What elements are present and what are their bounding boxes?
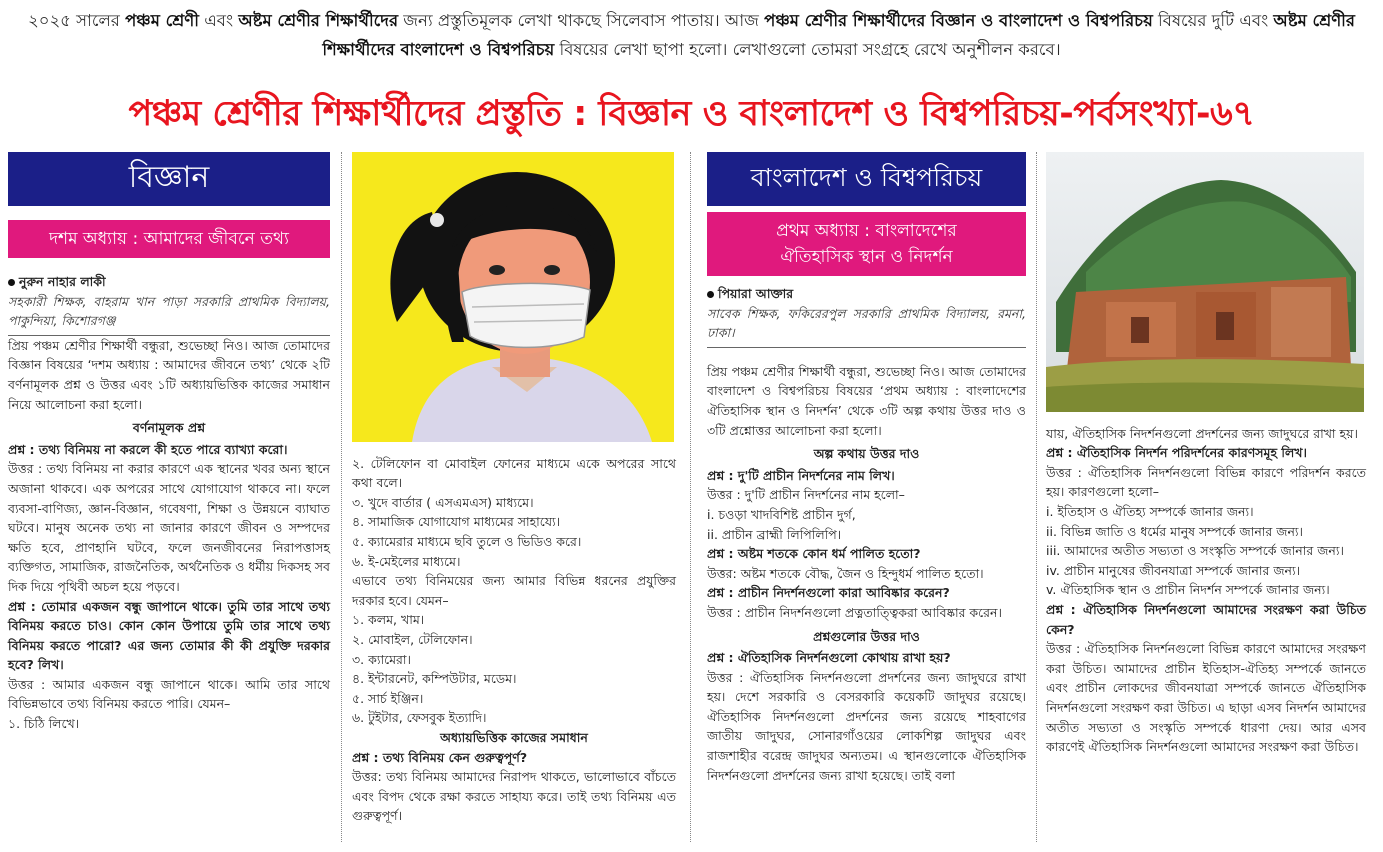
answer-list-item: ii. প্রাচীন ব্রাহ্মী লিপিলিপি।: [707, 526, 842, 542]
section-heading: প্রশ্নগুলোর উত্তর দাও: [813, 628, 920, 644]
bgs-author: [707, 284, 1026, 304]
answer-list-item: v. ঐতিহাসিক স্থান ও প্রাচীন নিদর্শন সম্পর্কে জানার জন্য।: [1046, 582, 1330, 598]
answer-list-item: ii. বিভিন্ন জাতি ও ধর্মের মানুষ সম্পর্কে জানার জন্য।: [1046, 523, 1304, 539]
bullet-icon: [707, 291, 714, 298]
science-author: [8, 272, 330, 292]
bgs-subject-banner: বাংলাদেশ ও বিশ্বপরিচয়: [707, 152, 1026, 206]
question: প্রশ্ন : তথ্য বিনিময় না করলে কী হতে পারে ব্যাখ্যা করো।: [8, 441, 288, 457]
bgs-chapter-banner: [707, 212, 1026, 276]
answer: উত্তর : ঐতিহাসিক নিদর্শনগুলো বিভিন্ন কারণে পরিদর্শন করতে হয়। কারণগুলো হলো–: [1046, 464, 1366, 500]
answer-list-item: i. চওড়া খাদবিশিষ্ট প্রাচীন দুর্গ,: [707, 506, 856, 522]
page-headline: পঞ্চম শ্রেণীর শিক্ষার্থীদের প্রস্তুতি : বিজ্ঞান ও বাংলাদেশ ও বিশ্বপরিচয়-পর্বসংখ্যা-৬৭: [128, 94, 1255, 134]
bgs-intro: প্রিয় পঞ্চম শ্রেণীর শিক্ষার্থী বন্ধুরা, শুভেচ্ছা নিও। আজ তোমাদের বাংলাদেশ ও বিশ্বপরিচয় বিষয়ের ‘প্রথম অধ্যায় : বাংলাদেশের ঐতিহাসিক স্থান ও নিদর্শন’ থেকে ৩টি অল্প কথায় উত্তর দাও ও ৩টি প্রশ্নোত্তর আলোচনা করা হলো।: [707, 363, 1026, 438]
list-item: ৬. ই-মেইলের মাধ্যমে।: [352, 553, 461, 569]
science-section-heading: বর্ণনামূলক প্রশ্ন: [132, 420, 206, 436]
answer-list-item: ১. চিঠি লিখে।: [8, 716, 80, 732]
intro-paragraph: [14, 6, 1369, 64]
list-item: ২. মোবাইল, টেলিফোন।: [352, 631, 473, 647]
intro-text: ২০২৫ সালের: [28, 11, 126, 30]
bgs-author-designation: সাবেক শিক্ষক, ফকিরেরপুল সরকারি প্রাথমিক বিদ্যালয়, রমনা, ঢাকা।: [707, 304, 1026, 348]
list-item: ৩. ক্যামেরা।: [352, 651, 412, 667]
section-heading: অল্প কথায় উত্তর দাও: [813, 446, 920, 462]
answer: উত্তর : ঐতিহাসিক নিদর্শনগুলো বিভিন্ন কারণে আমাদের সংরক্ষণ করা উচিত। আমাদের প্রাচীন ইতিহাস-ঐতিহ্য সম্পর্কে জানতে এবং প্রাচীন লোকদের জীবনযাত্রা সম্পর্কে জানতে ঐতিহাসিক নিদর্শনগুলো সংরক্ষণ করা উচিত। এ ছাড়া এসব নিদর্শন আমাদের অতীত সভ্যতা ও সংস্কৃতি সম্পর্কে ধারণা দেয়। আর এসব কারণেই ঐতিহাসিক নিদর্শনগুলো আমাদের সংরক্ষণ করা উচিত।: [1046, 641, 1366, 755]
girl-with-mask-illustration: [352, 152, 674, 442]
science-column: [8, 152, 330, 734]
list-item: ৪. ইন্টারনেট, কম্পিউটার, মডেম।: [352, 671, 517, 687]
list-item: ৪. সামাজিক যোগাযোগ মাধ্যমের সাহায্যে।: [352, 514, 561, 530]
question: প্রশ্ন : ঐতিহাসিক নিদর্শনগুলো কোথায় রাখা হয়?: [707, 650, 951, 666]
bgs-continued-column: [1046, 152, 1366, 757]
question: প্রশ্ন : অষ্টম শতকে কোন ধর্ম পালিত হতো?: [707, 546, 921, 562]
answer: উত্তর: অষ্টম শতকে বৌদ্ধ, জৈন ও হিন্দুধর্ম পালিত হতো।: [707, 565, 984, 581]
bgs-column: [707, 152, 1026, 785]
column-divider: [1036, 152, 1037, 842]
intro-text: বিষয়ের দুটি এবং: [1152, 11, 1274, 30]
list-item: ৬. টুইটার, ফেসবুক ইত্যাদি।: [352, 710, 487, 726]
list-item: ২. টেলিফোন বা মোবাইল ফোনের মাধ্যমে একে অপরের সাথে কথা বলে।: [352, 455, 676, 491]
answer: উত্তর : ঐতিহাসিক নিদর্শনগুলো প্রদর্শনের জন্য জাদুঘরে রাখা হয়। দেশে সরকারি ও বেসরকারি কয়েকটি জাদুঘর রয়েছে। ঐতিহাসিক নিদর্শনগুলো প্রদর্শনের জন্য রয়েছে শাহবাগের জাতীয় জাদুঘর, সোনারগাঁওয়ের লোকশিল্প জাদুঘর এবং রাজশাহীর বরেন্দ্র জাদুঘর অন্যতম। এ স্থানগুলোকে ঐতিহাসিক নিদর্শনগুলো প্রদর্শনের জন্য রাখা হয়েছে। তাই বলা: [707, 669, 1026, 783]
section-heading: অধ্যায়ভিত্তিক কাজের সমাধান: [440, 729, 588, 745]
author-name: পিয়ারা আক্তার: [718, 286, 794, 301]
intro-bold: অষ্টম শ্রেণীর শিক্ষার্থীদের: [238, 11, 399, 30]
question: প্রশ্ন : প্রাচীন নিদর্শনগুলো কারা আবিষ্কার করেন?: [707, 585, 950, 601]
question: প্রশ্ন : ঐতিহাসিক নিদর্শনগুলো আমাদের সংরক্ষণ করা উচিত কেন?: [1046, 601, 1366, 637]
answer-list-item: iii. আমাদের অতীত সভ্যতা ও সংস্কৃতি সম্পর্কে জানার জন্য।: [1046, 543, 1344, 559]
answer: উত্তর: তথ্য বিনিময় আমাদের নিরাপদ থাকতে, ভালোভাবে বাঁচতে এবং বিপদ থেকে রক্ষা করতে সাহায্য করে। তাই তথ্য বিনিময় এত গুরুত্বপূর্ণ।: [352, 769, 676, 824]
list-item: ৫. ক্যামেরার মাধ্যমে ছবি তুলে ও ভিডিও করে।: [352, 533, 582, 549]
author-name: নুরুন নাহার লাকী: [19, 274, 106, 289]
science-chapter-banner: দশম অধ্যায় : আমাদের জীবনে তথ্য: [8, 220, 330, 258]
intro-text: জন্য প্রস্তুতিমূলক লেখা থাকছে সিলেবাস পাতায়। আজ: [398, 11, 765, 30]
spacer: [707, 348, 1026, 362]
answer: উত্তর : প্রাচীন নিদর্শনগুলো প্রত্নতাত্ত্বিকরা আবিষ্কার করেন।: [707, 604, 1002, 620]
science-subject-banner: বিজ্ঞান: [8, 152, 330, 206]
column-divider: [690, 152, 691, 842]
chapter-line: ঐতিহাসিক স্থান ও নিদর্শন: [780, 247, 953, 267]
intro-bold: পঞ্চম শ্রেণীর শিক্ষার্থীদের বিজ্ঞান ও বাংলাদেশ ও বিশ্বপরিচয়: [764, 11, 1153, 30]
answer: উত্তর : দু'টি প্রাচীন নিদর্শনের নাম হলো–: [707, 487, 905, 503]
answer-list-item: iv. প্রাচীন মানুষের জীবনযাত্রা সম্পর্কে জানার জন্য।: [1046, 562, 1301, 578]
paragraph: যায়, ঐতিহাসিক নিদর্শনগুলো প্রদর্শনের জন্য জাদুঘরে রাখা হয়।: [1046, 425, 1358, 441]
answer-list-item: i. ইতিহাস ও ঐতিহ্য সম্পর্কে জানার জন্য।: [1046, 503, 1254, 519]
science-author-designation: সহকারী শিক্ষক, বাহরাম খান পাড়া সরকারি প্রাথমিক বিদ্যালয়, পাকুন্দিয়া, কিশোরগঞ্জ: [8, 292, 330, 336]
list-item: ১. কলম, খাম।: [352, 612, 425, 628]
science-intro: প্রিয় পঞ্চম শ্রেণীর শিক্ষার্থী বন্ধুরা, শুভেচ্ছা নিও। আজ তোমাদের বিজ্ঞান বিষয়ের ‘দশম অধ্যায় : আমাদের জীবনে তথ্য’ থেকে ২টি বর্ণনামূলক প্রশ্ন ও উত্তর এবং ১টি অধ্যায়ভিত্তিক কাজের সমাধান নিয়ে আলোচনা করা হলো।: [8, 337, 330, 412]
list-item: ৫. সার্চ ইঞ্জিন।: [352, 690, 424, 706]
answer: উত্তর : তথ্য বিনিময় না করার কারণে এক স্থানের খবর অন্য স্থানে অজানা থাকবে। এক অপরের সাথে যোগাযোগ থাকবে না। ফলে ব্যবসা-বাণিজ্য, জ্ঞান-বিজ্ঞান, গবেষণা, শিক্ষা ও উন্নয়নে ব্যাঘাত ঘটবে। মানুষ অনেক তথ্য না জানার কারণে জীবন ও সম্পদের ক্ষতি হবে, প্রাণহানি ঘটবে, ফলে জনজীবনের নিরাপত্তাসহ ব্যক্তিগত, সামাজিক, রাজনৈতিক, অর্থনৈতিক ও ধর্মীয় দিকসহ সব দিক দিয়ে পৃথিবী অচল হয়ে পড়বে।: [8, 461, 331, 594]
intro-bold: পঞ্চম শ্রেণী: [125, 11, 199, 30]
question: প্রশ্ন : তোমার একজন বন্ধু জাপানে থাকে। তুমি তার সাথে তথ্য বিনিময় করতে চাও। কোন কোন উপায়ে তুমি তার সাথে তথ্য বিনিময় করতে পারো? এর জন্য তোমার কী কী প্রযুক্তি দরকার হবে? লিখ।: [8, 598, 330, 673]
science-continued-column: [352, 152, 676, 826]
bullet-icon: [8, 279, 15, 286]
intro-bold: অষ্টম শ্রেণীর শিক্ষার্থীদের বাংলাদেশ ও বিশ্বপরিচয়: [322, 11, 1355, 59]
paragraph: এভাবে তথ্য বিনিময়ের জন্য আমার বিভিন্ন ধরনের প্রযুক্তির দরকার হবে। যেমন–: [352, 573, 676, 608]
intro-text: এবং: [199, 11, 239, 30]
question: প্রশ্ন : তথ্য বিনিময় কেন গুরুত্বপূর্ণ?: [352, 749, 528, 765]
question: প্রশ্ন : ঐতিহাসিক নিদর্শন পরিদর্শনের কারণসমূহ লিখ।: [1046, 445, 1307, 461]
question: প্রশ্ন : দু'টি প্রাচীন নিদর্শনের নাম লিখ।: [707, 467, 895, 483]
intro-text: বিষয়ের লেখা ছাপা হলো। লেখাগুলো তোমরা সংগ্রহে রেখে অনুশীলন করবে।: [554, 40, 1061, 59]
historic-site-photo: [1046, 152, 1364, 412]
list-item: ৩. খুদে বার্তার ( এসএমএস) মাধ্যমে।: [352, 494, 534, 510]
column-divider: [341, 152, 342, 842]
chapter-line: প্রথম অধ্যায় : বাংলাদেশের: [776, 221, 957, 241]
answer: উত্তর : আমার একজন বন্ধু জাপানে থাকে। আমি তার সাথে বিভিন্নভাবে তথ্য বিনিময় করতে পারি। যেমন–: [8, 676, 330, 712]
